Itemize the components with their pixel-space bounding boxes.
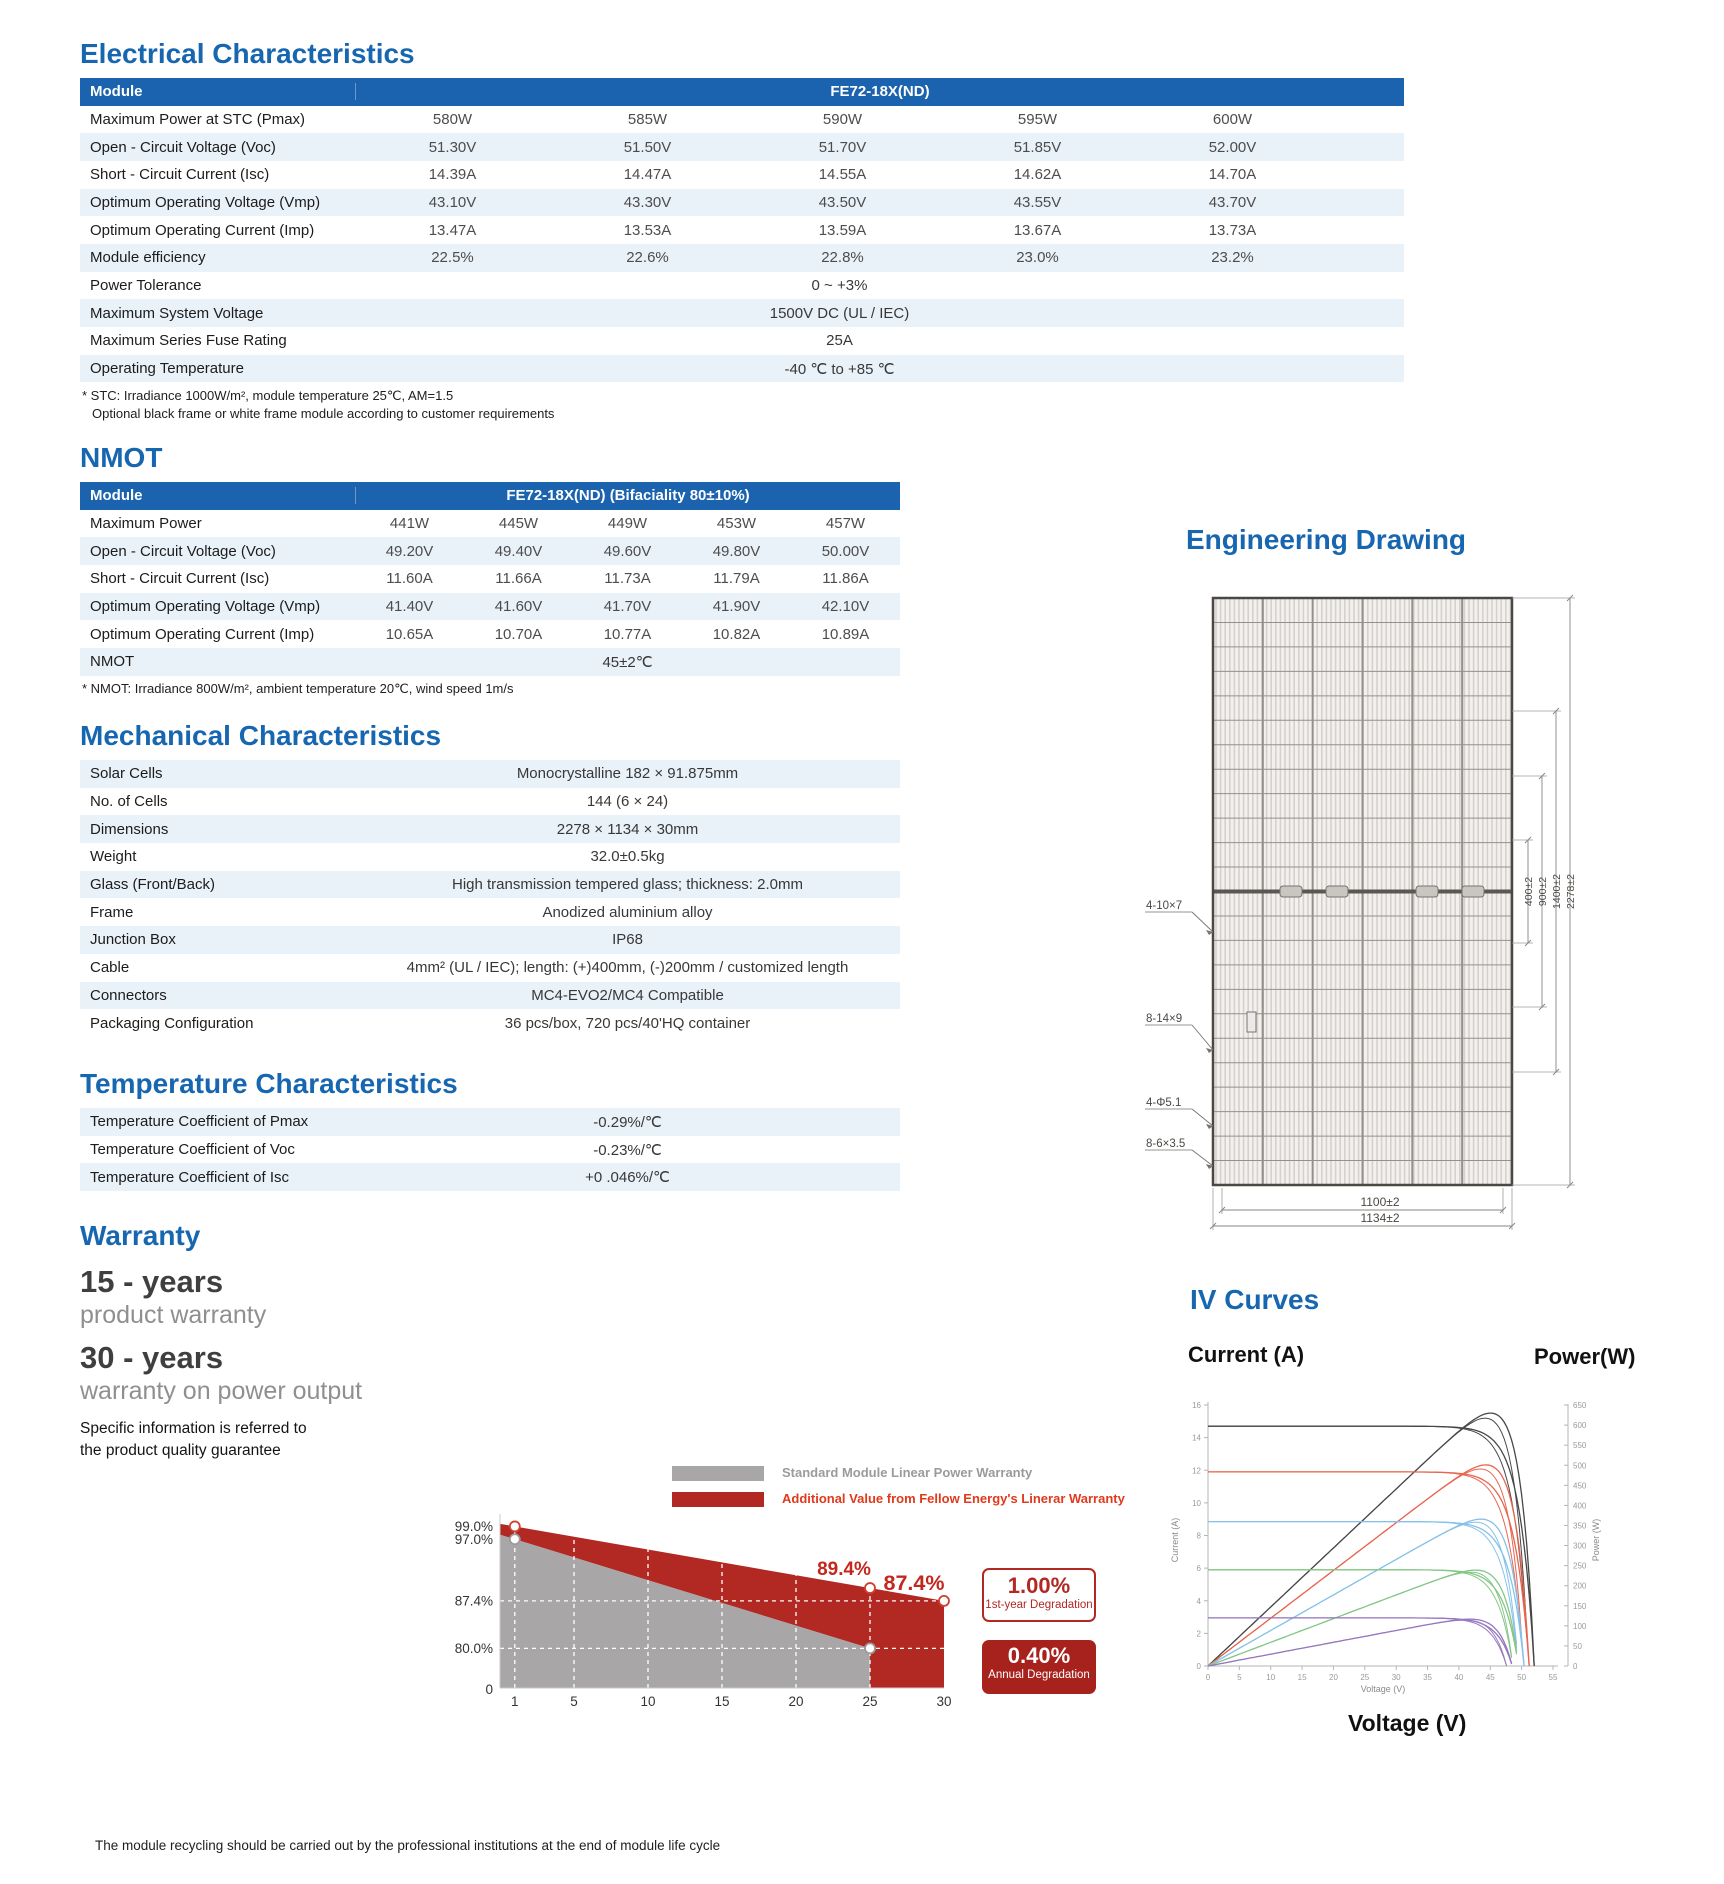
- table-row: [80, 788, 900, 816]
- temperature-table: [80, 1108, 900, 1191]
- warranty-subtitle-2: warranty on power output: [80, 1377, 363, 1405]
- svg-text:55: 55: [1548, 1673, 1558, 1682]
- row-value-span: 144 (6 × 24): [586, 793, 669, 811]
- table-row: [80, 244, 1404, 272]
- svg-text:300: 300: [1573, 1541, 1587, 1551]
- row-value: 13.67A: [1013, 221, 1062, 239]
- row-value: 10.89A: [821, 625, 870, 643]
- row-value: 52.00V: [1208, 138, 1257, 156]
- row-value: 11.66A: [495, 570, 542, 588]
- svg-text:6: 6: [1196, 1564, 1201, 1574]
- mechanical-heading: Mechanical Characteristics: [80, 720, 442, 751]
- svg-text:15: 15: [1297, 1673, 1307, 1682]
- warranty-chart: [375, 1452, 975, 1722]
- iv-left-axis-title: Current (A): [1188, 1342, 1305, 1367]
- svg-text:500: 500: [1573, 1461, 1587, 1471]
- iv-bottom-axis-title: Voltage (V): [1348, 1710, 1467, 1736]
- row-value: 43.55V: [1013, 193, 1062, 211]
- warranty-subtitle-1: product warranty: [80, 1301, 267, 1329]
- table-header-module: Module: [90, 83, 143, 101]
- table-row: [80, 537, 900, 565]
- row-label: Open - Circuit Voltage (Voc): [90, 542, 276, 560]
- table-header-module: Module: [90, 487, 143, 505]
- row-value-span: 25A: [826, 332, 853, 350]
- table-row: [80, 1136, 900, 1164]
- warranty-note-line1: Specific information is referred to: [80, 1420, 307, 1437]
- svg-text:400: 400: [1573, 1501, 1587, 1511]
- row-value-span: 0 ~ +3%: [811, 276, 868, 294]
- svg-text:45: 45: [1485, 1673, 1495, 1682]
- svg-text:4-10×7: 4-10×7: [1146, 900, 1183, 912]
- svg-text:20: 20: [1329, 1673, 1338, 1682]
- svg-text:97.0%: 97.0%: [454, 1531, 493, 1547]
- svg-text:15: 15: [714, 1694, 730, 1709]
- warranty-years-1: 15 - years: [80, 1264, 224, 1299]
- annual-degradation-value: 0.40%: [1007, 1643, 1071, 1668]
- row-value: 580W: [432, 110, 473, 128]
- first-year-degradation-label: 1st-year Degradation: [985, 1599, 1093, 1611]
- table-row: [80, 593, 900, 621]
- svg-text:4-Φ5.1: 4-Φ5.1: [1146, 1097, 1182, 1109]
- svg-text:0: 0: [1196, 1662, 1201, 1671]
- row-value: 23.0%: [1016, 249, 1059, 267]
- svg-text:87.4%: 87.4%: [883, 1570, 945, 1595]
- row-value: 14.47A: [623, 166, 672, 184]
- row-value: 14.62A: [1013, 166, 1062, 184]
- row-label: Cable: [90, 959, 130, 977]
- table-header-family: FE72-18X(ND) (Bifaciality 80±10%): [355, 487, 900, 504]
- row-value-span: 4mm² (UL / IEC); length: (+)400mm, (-)200mm / customized length: [406, 959, 849, 977]
- temperature-heading: Temperature Characteristics: [80, 1068, 458, 1099]
- table-row: [80, 982, 900, 1010]
- table-row: [80, 216, 1404, 244]
- svg-text:80.0%: 80.0%: [454, 1640, 493, 1656]
- svg-text:1134±2: 1134±2: [1360, 1211, 1400, 1225]
- svg-text:100: 100: [1573, 1621, 1587, 1631]
- nmot-footnote: * NMOT: Irradiance 800W/m², ambient temperature 20℃, wind speed 1m/s: [82, 681, 514, 696]
- svg-text:35: 35: [1423, 1673, 1432, 1682]
- svg-text:150: 150: [1573, 1601, 1587, 1611]
- svg-text:900±2: 900±2: [1537, 876, 1549, 907]
- svg-text:2278±2: 2278±2: [1565, 874, 1577, 909]
- row-value: 11.86A: [822, 570, 869, 588]
- row-value: 457W: [825, 514, 866, 532]
- svg-text:600: 600: [1573, 1421, 1587, 1431]
- row-value: 13.59A: [818, 221, 867, 239]
- legend-label-standard: Standard Module Linear Power Warranty: [782, 1465, 1033, 1480]
- svg-text:0: 0: [1205, 1673, 1211, 1682]
- table-header-row: [80, 482, 900, 510]
- table-header-family: FE72-18X(ND): [355, 83, 1404, 100]
- table-row: [80, 1009, 900, 1037]
- svg-text:30: 30: [936, 1694, 952, 1709]
- row-label: Power Tolerance: [90, 276, 202, 294]
- row-value-span: 32.0±0.5kg: [590, 848, 665, 866]
- row-value: 453W: [716, 514, 757, 532]
- svg-text:550: 550: [1573, 1441, 1587, 1451]
- row-value: 10.82A: [712, 625, 761, 643]
- row-label: Maximum Power: [90, 514, 202, 532]
- row-value: 50.00V: [821, 542, 870, 560]
- row-value: 14.39A: [428, 166, 477, 184]
- svg-text:99.0%: 99.0%: [454, 1518, 493, 1534]
- table-row: [80, 815, 900, 843]
- row-value-span: High transmission tempered glass; thickness: 2.0mm: [452, 876, 803, 894]
- table-row: [80, 843, 900, 871]
- engineering-heading: Engineering Drawing: [1186, 524, 1467, 555]
- row-value: 41.40V: [385, 597, 434, 615]
- svg-text:89.4%: 89.4%: [817, 1559, 871, 1581]
- row-value: 41.90V: [712, 597, 761, 615]
- row-label: Optimum Operating Voltage (Vmp): [90, 193, 321, 211]
- row-label: Packaging Configuration: [90, 1014, 254, 1032]
- svg-text:12: 12: [1192, 1466, 1201, 1476]
- row-value: 10.65A: [385, 625, 434, 643]
- row-value: 590W: [822, 110, 863, 128]
- row-value-span: Monocrystalline 182 × 91.875mm: [516, 765, 739, 783]
- row-value: 449W: [607, 514, 648, 532]
- row-label: Optimum Operating Current (Imp): [90, 625, 315, 643]
- row-label: Open - Circuit Voltage (Voc): [90, 138, 276, 156]
- row-value: 49.20V: [385, 542, 434, 560]
- table-row: [80, 620, 900, 648]
- table-row: [80, 510, 900, 538]
- row-value: 43.70V: [1208, 193, 1257, 211]
- svg-text:400±2: 400±2: [1523, 876, 1535, 907]
- table-header-row: [80, 78, 1404, 106]
- iv-curves-chart: [1150, 1390, 1690, 1740]
- legend-label-additional: Additional Value from Fellow Energy's Linerar Warranty: [782, 1491, 1125, 1506]
- row-value: 49.60V: [603, 542, 652, 560]
- row-label: Temperature Coefficient of Voc: [90, 1141, 295, 1159]
- row-value: 14.55A: [818, 166, 867, 184]
- annual-degradation-label: Annual Degradation: [988, 1669, 1090, 1681]
- svg-text:50: 50: [1573, 1641, 1582, 1651]
- svg-text:250: 250: [1573, 1561, 1587, 1571]
- table-row: [80, 871, 900, 899]
- table-row: [80, 161, 1404, 189]
- svg-text:200: 200: [1573, 1581, 1587, 1591]
- annual-degradation-box: [982, 1640, 1096, 1694]
- row-label: Optimum Operating Voltage (Vmp): [90, 597, 321, 615]
- svg-text:30: 30: [1391, 1673, 1401, 1682]
- table-row: [80, 189, 1404, 217]
- row-value: 600W: [1212, 110, 1253, 128]
- svg-text:8-6×3.5: 8-6×3.5: [1146, 1138, 1186, 1150]
- svg-text:87.4%: 87.4%: [454, 1593, 493, 1609]
- warranty-note-line2: the product quality guarantee: [80, 1442, 281, 1459]
- row-label: Dimensions: [90, 820, 169, 838]
- warranty-heading: Warranty: [80, 1220, 201, 1251]
- svg-text:10: 10: [1266, 1673, 1276, 1682]
- row-value: 51.85V: [1013, 138, 1062, 156]
- row-value-span: IP68: [612, 931, 643, 949]
- svg-text:0: 0: [1573, 1662, 1578, 1671]
- row-value: 445W: [498, 514, 539, 532]
- electrical-footnote-1: * STC: Irradiance 1000W/m², module temperature 25℃, AM=1.5: [82, 388, 454, 403]
- table-row: [80, 1163, 900, 1191]
- table-row: [80, 133, 1404, 161]
- row-label: Solar Cells: [90, 765, 163, 783]
- table-row: [80, 355, 1404, 383]
- row-value: 41.70V: [603, 597, 652, 615]
- row-label: Temperature Coefficient of Pmax: [90, 1113, 309, 1131]
- row-label: Maximum System Voltage: [90, 304, 264, 322]
- svg-text:50: 50: [1517, 1673, 1527, 1682]
- warranty-years-2: 30 - years: [80, 1340, 224, 1375]
- svg-text:0: 0: [485, 1682, 493, 1697]
- row-label: Frame: [90, 903, 134, 921]
- row-label: Glass (Front/Back): [90, 876, 216, 894]
- engineering-drawing: [1130, 560, 1690, 1260]
- row-value: 441W: [389, 514, 430, 532]
- svg-text:10: 10: [640, 1694, 656, 1709]
- row-label: Temperature Coefficient of Isc: [90, 1168, 289, 1186]
- svg-text:4: 4: [1196, 1596, 1201, 1606]
- electrical-heading: Electrical Characteristics: [80, 38, 415, 69]
- svg-text:1400±2: 1400±2: [1551, 874, 1563, 909]
- row-value: 11.79A: [713, 570, 760, 588]
- row-label: No. of Cells: [90, 793, 168, 811]
- iv-curves-heading: IV Curves: [1190, 1284, 1320, 1315]
- svg-text:14: 14: [1192, 1433, 1201, 1443]
- row-value: 595W: [1017, 110, 1058, 128]
- table-row: [80, 327, 1404, 355]
- row-value-span: MC4-EVO2/MC4 Compatible: [531, 986, 724, 1004]
- row-value: 22.5%: [431, 249, 474, 267]
- row-label: Connectors: [90, 986, 167, 1004]
- electrical-table: [80, 78, 1404, 382]
- table-row: [80, 954, 900, 982]
- first-year-degradation-box: [982, 1568, 1096, 1622]
- table-row: [80, 648, 900, 676]
- table-row: [80, 106, 1404, 134]
- row-label: Short - Circuit Current (Isc): [90, 570, 270, 588]
- mechanical-table: [80, 760, 900, 1037]
- row-label: Optimum Operating Current (Imp): [90, 221, 315, 239]
- row-value-span: 1500V DC (UL / IEC): [769, 304, 910, 322]
- row-value-span: 45±2℃: [602, 653, 653, 671]
- svg-text:1: 1: [511, 1694, 519, 1709]
- svg-text:8: 8: [1196, 1531, 1201, 1541]
- svg-text:Current (A): Current (A): [1170, 1517, 1180, 1563]
- row-value: 585W: [627, 110, 668, 128]
- svg-text:Voltage (V): Voltage (V): [1360, 1684, 1406, 1694]
- row-value: 14.70A: [1208, 166, 1257, 184]
- electrical-footnote-2: Optional black frame or white frame module according to customer requirements: [92, 406, 555, 421]
- row-value: 13.73A: [1208, 221, 1257, 239]
- nmot-table: [80, 482, 900, 676]
- row-value: 51.70V: [818, 138, 867, 156]
- svg-text:5: 5: [1237, 1673, 1242, 1682]
- first-year-degradation-value: 1.00%: [1007, 1573, 1071, 1598]
- table-row: [80, 565, 900, 593]
- svg-text:650: 650: [1573, 1401, 1587, 1411]
- svg-text:25: 25: [862, 1694, 878, 1709]
- row-value: 22.6%: [626, 249, 669, 267]
- row-value-span: -40 ℃ to +85 ℃: [784, 360, 895, 378]
- row-label: Maximum Power at STC (Pmax): [90, 110, 306, 128]
- row-label: Junction Box: [90, 931, 176, 949]
- table-row: [80, 926, 900, 954]
- svg-text:450: 450: [1573, 1481, 1587, 1491]
- svg-text:40: 40: [1454, 1673, 1464, 1682]
- row-value: 11.60A: [386, 570, 433, 588]
- row-value: 22.8%: [821, 249, 864, 267]
- svg-text:2: 2: [1196, 1629, 1201, 1639]
- row-label: NMOT: [90, 653, 135, 671]
- row-value: 43.10V: [428, 193, 477, 211]
- row-label: Module efficiency: [90, 249, 206, 267]
- svg-text:5: 5: [570, 1694, 578, 1709]
- row-value: 10.70A: [494, 625, 543, 643]
- iv-right-axis-title: Power(W): [1534, 1344, 1636, 1369]
- row-label: Operating Temperature: [90, 360, 244, 378]
- row-value: 41.60V: [494, 597, 543, 615]
- row-label: Short - Circuit Current (Isc): [90, 166, 270, 184]
- row-value: 51.50V: [623, 138, 672, 156]
- row-value-span: 36 pcs/box, 720 pcs/40'HQ container: [504, 1014, 751, 1032]
- row-label: Maximum Series Fuse Rating: [90, 332, 287, 350]
- svg-text:16: 16: [1192, 1401, 1201, 1410]
- table-row: [80, 299, 1404, 327]
- row-value: 13.53A: [623, 221, 672, 239]
- table-row: [80, 898, 900, 926]
- table-row: [80, 1108, 900, 1136]
- row-value: 43.30V: [623, 193, 672, 211]
- row-value: 23.2%: [1211, 249, 1254, 267]
- row-value: 42.10V: [821, 597, 870, 615]
- row-value: 49.40V: [494, 542, 543, 560]
- row-value-span: +0 .046%/℃: [585, 1169, 670, 1187]
- table-row: [80, 760, 900, 788]
- svg-text:10: 10: [1192, 1498, 1201, 1508]
- row-value: 49.80V: [712, 542, 761, 560]
- row-value-span: Anodized aluminium alloy: [542, 903, 713, 921]
- row-value: 43.50V: [818, 193, 867, 211]
- row-label: Weight: [90, 848, 137, 866]
- row-value-span: -0.29%/℃: [593, 1113, 662, 1131]
- row-value: 11.73A: [604, 570, 651, 588]
- row-value-span: -0.23%/℃: [593, 1141, 662, 1159]
- nmot-heading: NMOT: [80, 442, 163, 473]
- row-value: 10.77A: [603, 625, 652, 643]
- svg-text:1100±2: 1100±2: [1360, 1195, 1400, 1209]
- row-value-span: 2278 × 1134 × 30mm: [556, 820, 699, 838]
- svg-text:350: 350: [1573, 1521, 1587, 1531]
- svg-text:Power (W): Power (W): [1591, 1518, 1601, 1562]
- row-value: 13.47A: [428, 221, 477, 239]
- row-value: 51.30V: [428, 138, 477, 156]
- table-row: [80, 272, 1404, 300]
- recycling-footnote: The module recycling should be carried out by the professional institutions at the end of module life cycle: [95, 1838, 721, 1853]
- svg-text:8-14×9: 8-14×9: [1146, 1013, 1183, 1025]
- svg-text:25: 25: [1360, 1673, 1370, 1682]
- svg-text:20: 20: [788, 1694, 804, 1709]
